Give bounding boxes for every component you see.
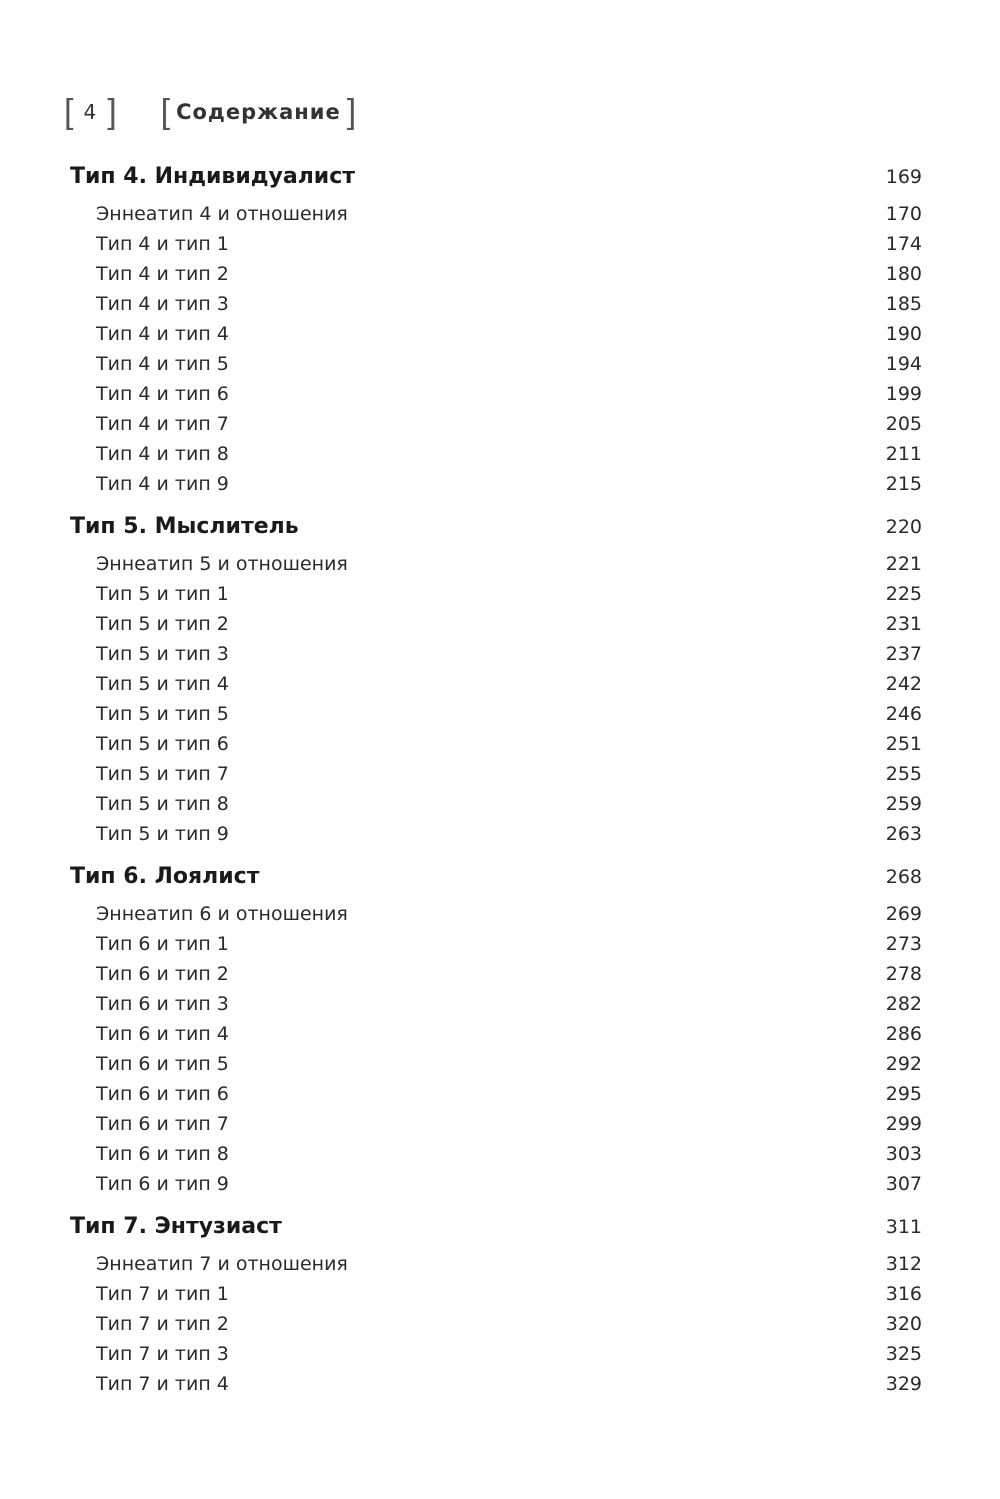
- toc-subentry[interactable]: [0, 259, 1000, 289]
- toc-entry-title: Тип 5 и тип 7: [96, 763, 229, 785]
- toc-entry-page-number: 316: [885, 1283, 922, 1305]
- toc-subentry[interactable]: [0, 579, 1000, 609]
- toc-subentry[interactable]: [0, 1109, 1000, 1139]
- toc-entry-title: Тип 7 и тип 4: [96, 1373, 229, 1395]
- toc-chapter-entry[interactable]: [0, 512, 1000, 542]
- toc-subentry[interactable]: [0, 929, 1000, 959]
- toc-entry-page-number: 211: [885, 443, 922, 465]
- toc-entry-title: Тип 7 и тип 2: [96, 1313, 229, 1335]
- toc-entry-page-number: 170: [885, 203, 922, 225]
- toc-subentry[interactable]: [0, 759, 1000, 789]
- toc-entry-page-number: 169: [885, 166, 922, 188]
- toc-entry-title: Тип 6 и тип 2: [96, 963, 229, 985]
- toc-subentry[interactable]: [0, 959, 1000, 989]
- toc-entry-title: Тип 4 и тип 6: [96, 383, 229, 405]
- toc-chapter-entry[interactable]: [0, 1212, 1000, 1242]
- toc-entry-title: Тип 4 и тип 2: [96, 263, 229, 285]
- toc-entry-page-number: 282: [885, 993, 922, 1015]
- toc-entry-page-number: 174: [885, 233, 922, 255]
- toc-subentry[interactable]: [0, 199, 1000, 229]
- toc-subentry[interactable]: [0, 989, 1000, 1019]
- toc-entry-page-number: 225: [885, 583, 922, 605]
- toc-subentry[interactable]: [0, 1139, 1000, 1169]
- toc-subentry[interactable]: [0, 1309, 1000, 1339]
- toc-subentry[interactable]: [0, 289, 1000, 319]
- toc-subentry[interactable]: [0, 609, 1000, 639]
- toc-entry-page-number: 237: [885, 643, 922, 665]
- toc-entry-title: Тип 6 и тип 6: [96, 1083, 229, 1105]
- toc-entry-title: Тип 5 и тип 4: [96, 673, 229, 695]
- toc-entry-title: Тип 5 и тип 6: [96, 733, 229, 755]
- toc-entry-title: Тип 5. Мыслитель: [70, 514, 299, 539]
- toc-entry-page-number: 255: [885, 763, 922, 785]
- toc-entry-page-number: 231: [885, 613, 922, 635]
- toc-entry-page-number: 329: [885, 1373, 922, 1395]
- toc-entry-page-number: 242: [885, 673, 922, 695]
- toc-entry-page-number: 325: [885, 1343, 922, 1365]
- toc-subentry[interactable]: [0, 469, 1000, 499]
- toc-entry-page-number: 273: [885, 933, 922, 955]
- toc-subentry[interactable]: [0, 819, 1000, 849]
- left-bracket-icon: [: [64, 93, 74, 131]
- toc-entry-title: Тип 7 и тип 3: [96, 1343, 229, 1365]
- toc-entry-title: Тип 5 и тип 3: [96, 643, 229, 665]
- toc-entry-title: Тип 4 и тип 3: [96, 293, 229, 315]
- toc-entry-page-number: 220: [885, 516, 922, 538]
- toc-entry-page-number: 185: [885, 293, 922, 315]
- toc-entry-page-number: 190: [885, 323, 922, 345]
- toc-entry-page-number: 215: [885, 473, 922, 495]
- toc-entry-title: Тип 7 и тип 1: [96, 1283, 229, 1305]
- section-title: Содержание: [176, 100, 341, 124]
- right-bracket-icon: ]: [107, 93, 117, 131]
- toc-subentry[interactable]: [0, 899, 1000, 929]
- toc-entry-title: Эннеатип 7 и отношения: [96, 1253, 348, 1275]
- toc-subentry[interactable]: [0, 1079, 1000, 1109]
- toc-entry-title: Тип 6 и тип 1: [96, 933, 229, 955]
- toc-subentry[interactable]: [0, 669, 1000, 699]
- toc-subentry[interactable]: [0, 439, 1000, 469]
- toc-entry-title: Тип 4 и тип 1: [96, 233, 229, 255]
- toc-subentry[interactable]: [0, 1249, 1000, 1279]
- toc-entry-title: Тип 6 и тип 9: [96, 1173, 229, 1195]
- toc-entry-title: Тип 6 и тип 3: [96, 993, 229, 1015]
- toc-entry-page-number: 303: [885, 1143, 922, 1165]
- toc-entry-page-number: 312: [885, 1253, 922, 1275]
- toc-entry-page-number: 286: [885, 1023, 922, 1045]
- toc-entry-page-number: 251: [885, 733, 922, 755]
- toc-subentry[interactable]: [0, 1279, 1000, 1309]
- toc-entry-title: Эннеатип 4 и отношения: [96, 203, 348, 225]
- toc-entry-title: Тип 4 и тип 8: [96, 443, 229, 465]
- toc-subentry[interactable]: [0, 1049, 1000, 1079]
- toc-subentry[interactable]: [0, 1369, 1000, 1399]
- toc-entry-page-number: 292: [885, 1053, 922, 1075]
- toc-subentry[interactable]: [0, 729, 1000, 759]
- toc-entry-page-number: 278: [885, 963, 922, 985]
- toc-entry-page-number: 194: [885, 353, 922, 375]
- toc-entry-title: Тип 6 и тип 7: [96, 1113, 229, 1135]
- toc-entry-title: Тип 6 и тип 8: [96, 1143, 229, 1165]
- toc-entry-page-number: 311: [885, 1216, 922, 1238]
- toc-entry-page-number: 269: [885, 903, 922, 925]
- right-bracket-icon: ]: [346, 93, 357, 131]
- toc-entry-page-number: 307: [885, 1173, 922, 1195]
- toc-entry-title: Тип 6. Лоялист: [70, 864, 260, 889]
- toc-subentry[interactable]: [0, 409, 1000, 439]
- toc-subentry[interactable]: [0, 1169, 1000, 1199]
- toc-entry-page-number: 320: [885, 1313, 922, 1335]
- toc-entry-page-number: 199: [885, 383, 922, 405]
- toc-entry-page-number: 180: [885, 263, 922, 285]
- toc-subentry[interactable]: [0, 379, 1000, 409]
- toc-chapter-entry[interactable]: [0, 162, 1000, 192]
- toc-entry-title: Эннеатип 5 и отношения: [96, 553, 348, 575]
- toc-entry-page-number: 259: [885, 793, 922, 815]
- toc-entry-title: Тип 7. Энтузиаст: [70, 1214, 282, 1239]
- toc-subentry[interactable]: [0, 789, 1000, 819]
- toc-subentry[interactable]: [0, 1019, 1000, 1049]
- toc-entry-title: Тип 6 и тип 5: [96, 1053, 229, 1075]
- toc-entry-title: Тип 5 и тип 2: [96, 613, 229, 635]
- toc-entry-title: Тип 5 и тип 1: [96, 583, 229, 605]
- toc-chapter-entry[interactable]: [0, 862, 1000, 892]
- running-head: [64, 90, 356, 134]
- toc-subentry[interactable]: [0, 319, 1000, 349]
- toc-entry-page-number: 246: [885, 703, 922, 725]
- toc-entry-page-number: 268: [885, 866, 922, 888]
- toc-subentry[interactable]: [0, 1339, 1000, 1369]
- toc-entry-page-number: 221: [885, 553, 922, 575]
- toc-subentry[interactable]: [0, 639, 1000, 669]
- toc-entry-title: Тип 5 и тип 5: [96, 703, 229, 725]
- toc-entry-title: Эннеатип 6 и отношения: [96, 903, 348, 925]
- toc-entry-page-number: 295: [885, 1083, 922, 1105]
- toc-entry-page-number: 299: [885, 1113, 922, 1135]
- toc-subentry[interactable]: [0, 699, 1000, 729]
- toc-entry-title: Тип 4 и тип 4: [96, 323, 229, 345]
- toc-entry-title: Тип 6 и тип 4: [96, 1023, 229, 1045]
- toc-entry-title: Тип 5 и тип 9: [96, 823, 229, 845]
- toc-subentry[interactable]: [0, 549, 1000, 579]
- toc-entry-title: Тип 4. Индивидуалист: [70, 164, 356, 189]
- page-number: 4: [83, 100, 98, 124]
- toc-entry-title: Тип 4 и тип 7: [96, 413, 229, 435]
- toc-subentry[interactable]: [0, 229, 1000, 259]
- toc-entry-title: Тип 4 и тип 5: [96, 353, 229, 375]
- toc-entry-title: Тип 4 и тип 9: [96, 473, 229, 495]
- toc-entry-page-number: 263: [885, 823, 922, 845]
- left-bracket-icon: [: [160, 93, 171, 131]
- toc-subentry[interactable]: [0, 349, 1000, 379]
- toc-entry-title: Тип 5 и тип 8: [96, 793, 229, 815]
- toc-entry-page-number: 205: [885, 413, 922, 435]
